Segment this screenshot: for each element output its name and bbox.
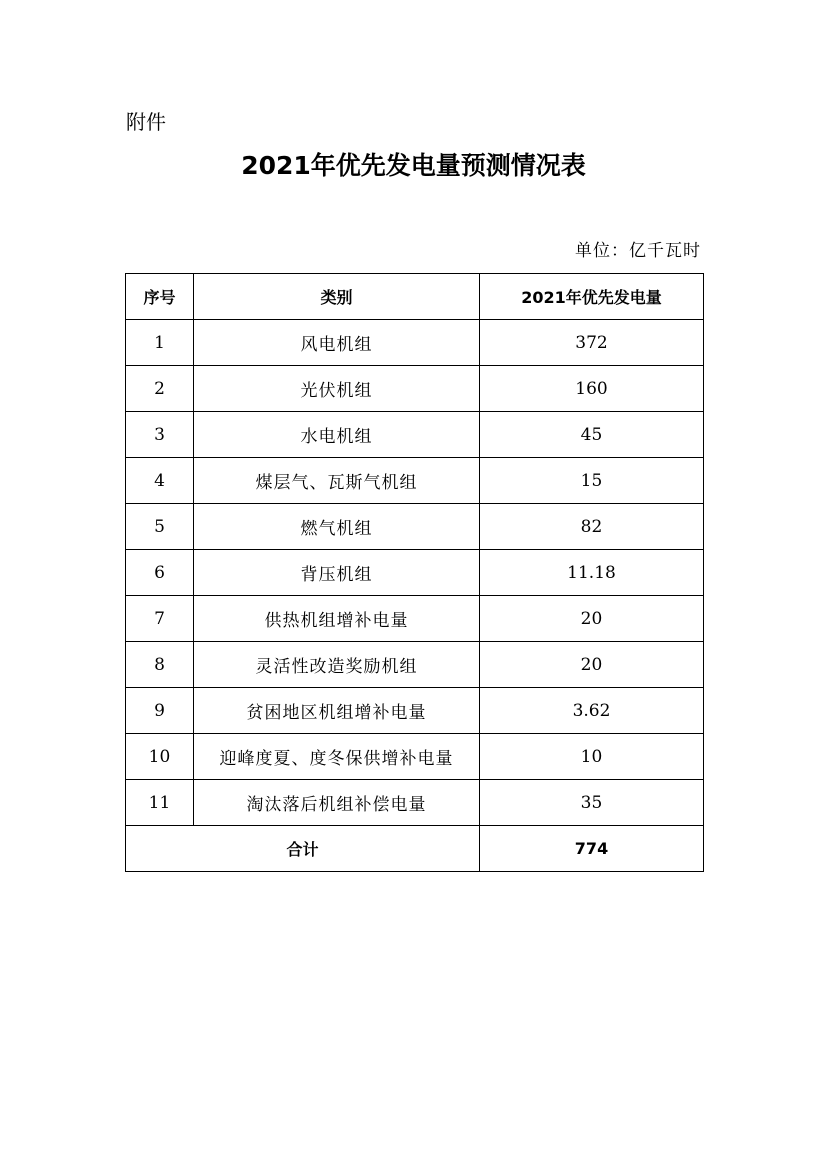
row-category: 贫困地区机组增补电量: [194, 688, 480, 734]
row-category: 灵活性改造奖励机组: [194, 642, 480, 688]
row-seq: 2: [126, 366, 194, 412]
row-value: 15: [480, 458, 704, 504]
row-seq: 8: [126, 642, 194, 688]
total-value: 774: [480, 826, 704, 872]
row-seq: 9: [126, 688, 194, 734]
row-category: 光伏机组: [194, 366, 480, 412]
row-value: 20: [480, 596, 704, 642]
header-category: 类别: [194, 274, 480, 320]
row-value: 3.62: [480, 688, 704, 734]
row-value: 35: [480, 780, 704, 826]
row-value: 372: [480, 320, 704, 366]
header-value: 2021年优先发电量: [480, 274, 704, 320]
table-row: [126, 688, 704, 734]
row-category: 煤层气、瓦斯气机组: [194, 458, 480, 504]
table-row: [126, 320, 704, 366]
row-value: 10: [480, 734, 704, 780]
table-row: [126, 366, 704, 412]
row-seq: 5: [126, 504, 194, 550]
unit-label: 单位：亿千瓦时: [575, 241, 701, 261]
table-row: [126, 458, 704, 504]
row-value: 82: [480, 504, 704, 550]
table-header-row: [126, 274, 704, 320]
table-row: [126, 734, 704, 780]
table-row: [126, 412, 704, 458]
row-category: 风电机组: [194, 320, 480, 366]
row-value: 11.18: [480, 550, 704, 596]
row-category: 水电机组: [194, 412, 480, 458]
row-seq: 11: [126, 780, 194, 826]
row-category: 燃气机组: [194, 504, 480, 550]
table-row: [126, 596, 704, 642]
row-seq: 3: [126, 412, 194, 458]
document-title: 2021年优先发电量预测情况表: [241, 151, 586, 180]
table-row: [126, 780, 704, 826]
generation-forecast-table: [125, 273, 704, 872]
table-row: [126, 550, 704, 596]
row-category: 背压机组: [194, 550, 480, 596]
table-row: [126, 504, 704, 550]
row-category: 迎峰度夏、度冬保供增补电量: [194, 734, 480, 780]
row-seq: 10: [126, 734, 194, 780]
attachment-label: 附件: [126, 110, 166, 134]
row-category: 淘汰落后机组补偿电量: [194, 780, 480, 826]
row-value: 20: [480, 642, 704, 688]
row-seq: 1: [126, 320, 194, 366]
row-seq: 6: [126, 550, 194, 596]
row-seq: 4: [126, 458, 194, 504]
table-total-row: [126, 826, 704, 872]
row-value: 160: [480, 366, 704, 412]
header-seq: 序号: [126, 274, 194, 320]
row-category: 供热机组增补电量: [194, 596, 480, 642]
total-label: 合计: [126, 826, 480, 872]
row-seq: 7: [126, 596, 194, 642]
table-row: [126, 642, 704, 688]
row-value: 45: [480, 412, 704, 458]
